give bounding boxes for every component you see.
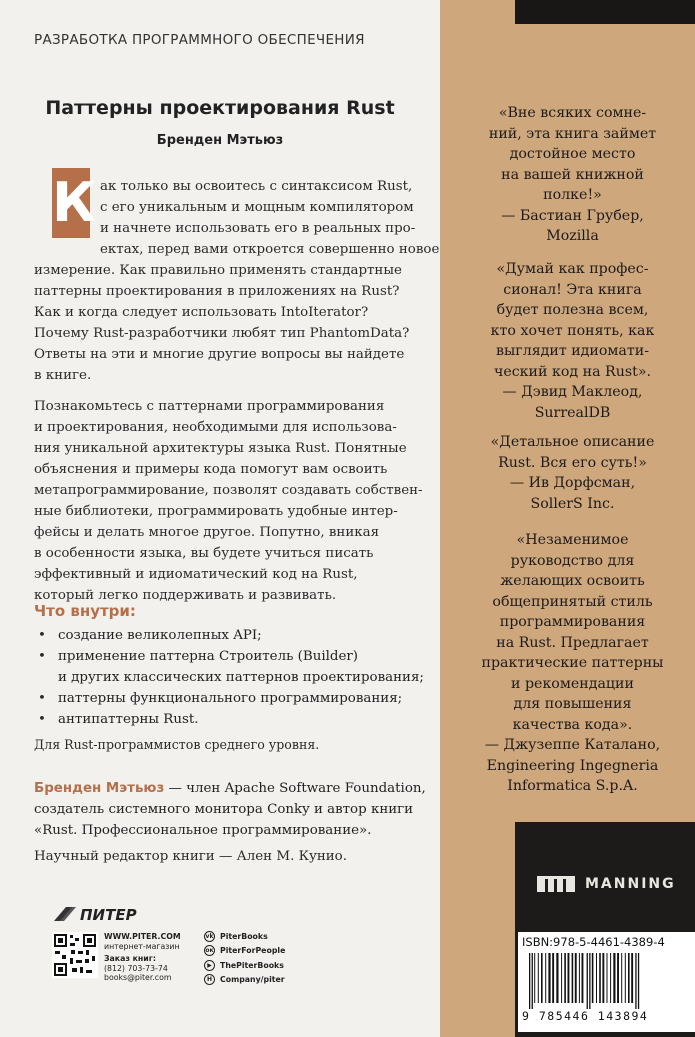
- description-line: в особенности языка, вы будете учиться писать: [34, 546, 374, 561]
- quote-source: — Ив Дорфсман,: [509, 475, 636, 491]
- manning-text: MANNING: [585, 876, 676, 892]
- qr-code-icon: [52, 932, 98, 978]
- vk-icon: vk: [205, 932, 214, 940]
- social-link[interactable]: H Company/piter: [204, 973, 285, 988]
- play-icon: ▶: [204, 960, 215, 971]
- top-dark-bar: [515, 0, 695, 24]
- drop-cap: К: [52, 168, 90, 238]
- quote-source: SollerS Inc.: [530, 495, 615, 512]
- social-link[interactable]: vk PiterBooks: [205, 931, 268, 941]
- quote-source: Informatica S.p.A.: [507, 778, 638, 794]
- description-line: Познакомьтесь с паттернами программирования: [34, 399, 385, 414]
- publisher-site[interactable]: WWW.PITER.COM: [104, 932, 181, 941]
- piter-logo-text: ПИТЕР: [80, 906, 137, 924]
- book-title: Паттерны проектирования Rust: [45, 97, 395, 119]
- publisher-email[interactable]: books@piter.com: [104, 973, 172, 983]
- barcode: [527, 953, 692, 1009]
- barcode-bar: [631, 953, 633, 1003]
- list-item: • антипаттерны Rust.: [34, 710, 444, 731]
- quote-source: — Джузеппе Каталано,: [484, 737, 661, 753]
- barcode-bar: [613, 953, 615, 1003]
- list-item: • применение паттерна Строитель (Builder) и других классических паттернов проектирования;: [34, 647, 444, 689]
- barcode-bar: [582, 953, 584, 1003]
- intro-line: ак только вы освоитесь с синтаксисом Rust,: [100, 179, 413, 194]
- intro-line: в книге.: [34, 368, 92, 383]
- barcode-bar: [579, 953, 580, 1003]
- barcode-bar: [532, 953, 533, 1009]
- barcode-bar: [625, 953, 626, 1003]
- author-bio: Бренден Мэтьюз — член Apache Software Foundation, создатель системного монитора Conky и автор книги «Rust. Профессиональное программирование».: [34, 781, 426, 838]
- barcode-bar: [602, 953, 604, 1003]
- barcode-bar: [538, 953, 539, 1003]
- barcode-bar: [592, 953, 594, 1003]
- book-author: Бренден Мэтьюз: [156, 133, 284, 148]
- barcode-bar: [552, 953, 554, 1003]
- description-line: ные библиотеки, программировать удобные интер-: [34, 504, 398, 519]
- qr-code: [52, 932, 98, 978]
- barcode-bar: [617, 953, 619, 1003]
- barcode-number: 9 785446 143894: [522, 1009, 649, 1023]
- review-quote: «Незаменимое руководство для желающих освоить общепринятый стиль программирования на Rust. Предлагает практические паттерны и рекомендации для повышения качества кода». — Джузеппе Каталано, Engineering Ingegneria Informatica S.p.A.: [450, 530, 695, 797]
- description-line: объяснения и примеры кода помогут вам освоить: [34, 462, 388, 477]
- list-item: • создание великолепных API;: [34, 626, 444, 647]
- barcode-bar: [548, 953, 550, 1003]
- publisher-phone: (812) 703-73-74: [104, 963, 168, 973]
- inside-list: [34, 626, 444, 731]
- barcode-bar: [589, 953, 590, 1009]
- barcode-bar: [561, 953, 562, 1003]
- social-link[interactable]: ок PiterForPeople: [205, 946, 286, 956]
- intro-line: Почему Rust-разработчики любят тип PhantomData?: [34, 326, 410, 341]
- social-links: [204, 929, 285, 987]
- quote-source: SurrealDB: [534, 404, 611, 421]
- description-line: и проектирования, необходимыми для использова-: [34, 420, 397, 435]
- barcode-bar: [596, 953, 597, 1003]
- quote-source: Engineering Ingegneria: [486, 757, 659, 774]
- category-label: РАЗРАБОТКА ПРОГРАММНОГО ОБЕСПЕЧЕНИЯ: [34, 32, 365, 48]
- intro-line: Ответы на эти и многие другие вопросы вы найдете: [34, 347, 405, 362]
- quote-source: — Дэвид Маклеод,: [502, 384, 643, 400]
- barcode-bar: [556, 953, 558, 1003]
- scientific-editor: Научный редактор книги — Ален М. Кунио.: [34, 849, 347, 864]
- description-line: фейсы и делать многое другое. Попутно, вникая: [34, 525, 380, 540]
- manning-logo: [537, 876, 676, 892]
- barcode-bar: [587, 953, 588, 1009]
- review-quote: «Вне всяких сомне- ний, эта книга займет достойное место на вашей книжной полке!» — Бастиан Грубер, Mozilla: [450, 103, 695, 247]
- barcode-bar: [607, 953, 608, 1003]
- intro-line: измерение. Как правильно применять стандартные: [34, 263, 402, 278]
- barcode-bar: [610, 953, 611, 1003]
- intro-line: и начнете использовать его в реальных про-: [100, 221, 416, 236]
- publisher-contacts: [104, 932, 204, 983]
- barcode-bar: [599, 953, 601, 1003]
- intro-line: ектах, перед вами откроется совершенно новое: [100, 242, 440, 257]
- review-quote: «Детальное описание Rust. Вся его суть!» — Ив Дорфсман, SollerS Inc.: [450, 432, 695, 514]
- barcode-bar: [628, 953, 630, 1003]
- list-item: • паттерны функционального программирования;: [34, 689, 444, 710]
- manning-logo-icon: [537, 876, 575, 892]
- piter-logo-icon: [52, 903, 162, 927]
- barcode-bar: [534, 953, 535, 1003]
- barcode-bar: [572, 953, 574, 1003]
- description-line: метапрограммирование, позволят создавать собствен-: [34, 483, 423, 498]
- barcode-bar: [575, 953, 577, 1003]
- intro-line: паттерны проектирования в приложениях на Rust?: [34, 284, 400, 299]
- inside-heading: Что внутри:: [34, 602, 136, 620]
- quote-source: — Бастиан Грубер,: [501, 207, 644, 224]
- barcode-bar: [638, 953, 639, 1009]
- intro-line: с его уникальным и мощным компилятором: [100, 200, 414, 215]
- barcode-bar: [621, 953, 622, 1003]
- barcode-bar: [545, 953, 546, 1003]
- social-link[interactable]: ▶ ThePiterBooks: [204, 958, 285, 973]
- description-line: эффективный и идиоматический код на Rust,: [34, 567, 358, 582]
- description-line: который легко поддерживать и развивать.: [34, 588, 337, 603]
- h-icon: H: [204, 974, 215, 985]
- isbn-number: ISBN:978-5-4461-4389-4: [522, 935, 665, 949]
- barcode-bar: [568, 953, 570, 1003]
- bio-author-name: Бренден Мэтьюз: [34, 781, 165, 796]
- barcode-bar: [564, 953, 566, 1003]
- barcode-bar: [541, 953, 543, 1003]
- piter-logo: [52, 903, 162, 927]
- review-quote: «Думай как профес- сионал! Эта книга будет полезна всем, кто хочет понять, как выглядит идиомати- ческий код на Rust». — Дэвид Маклеод, SurrealDB: [450, 259, 695, 423]
- order-label: Заказ книг:: [104, 954, 156, 964]
- publisher-store: интернет-магазин: [104, 941, 180, 951]
- quote-source: Mozilla: [546, 228, 599, 244]
- audience-note: Для Rust-программистов среднего уровня.: [34, 737, 320, 752]
- description-line: ния уникальной архитектуры языка Rust. Понятные: [34, 441, 407, 456]
- barcode-bar: [635, 953, 636, 1009]
- ok-icon: ок: [205, 947, 214, 955]
- intro-line: Как и когда следует использовать IntoIterator?: [34, 305, 369, 320]
- barcode-bar: [529, 953, 530, 1009]
